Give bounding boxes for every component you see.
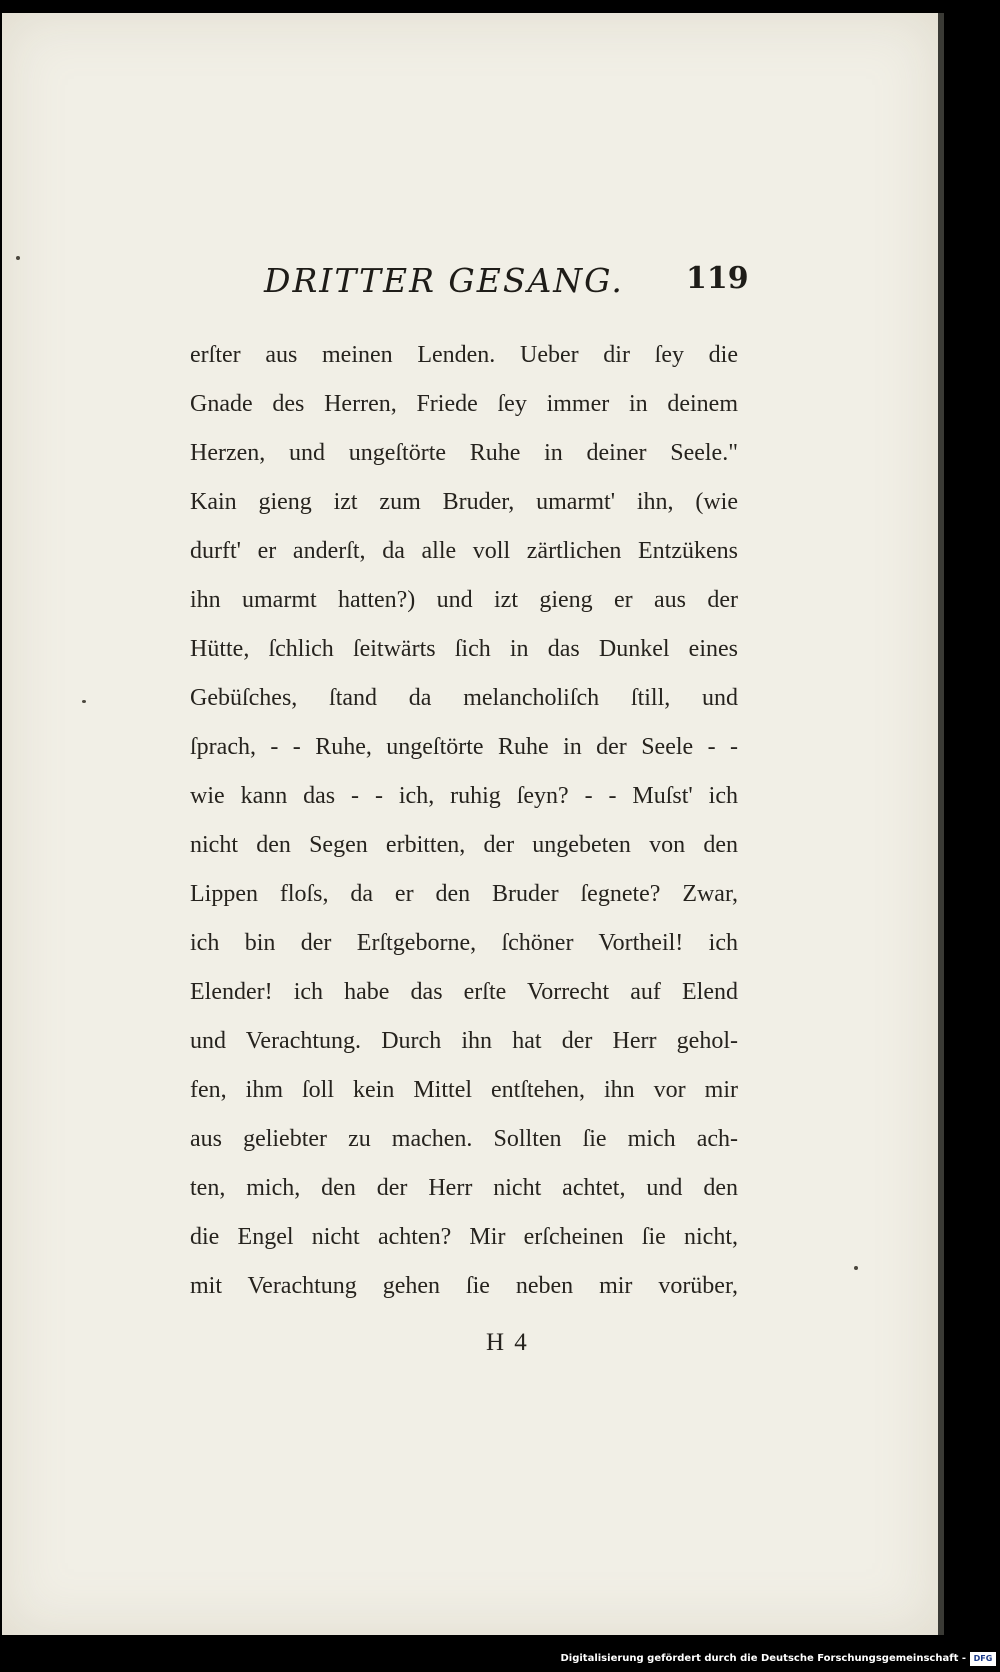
text-line: nicht den Segen erbitten, der ungebeten von den	[190, 832, 738, 858]
text-line: Hütte, ſchlich ſeitwärts ſich in das Dunkel eines	[190, 636, 738, 662]
text-line: fen, ihm ſoll kein Mittel entſtehen, ihn vor mir	[190, 1077, 738, 1103]
page-edge	[938, 13, 944, 1635]
text-line: Gnade des Herren, Friede ſey immer in deinem	[190, 391, 738, 417]
text-line: erſter aus meinen Lenden. Ueber dir ſey die	[190, 342, 738, 368]
text-line: durft' er anderſt, da alle voll zärtlichen Entzükens	[190, 538, 738, 564]
funding-credit: Digitalisierung gefördert durch die Deutsche Forschungsgemeinschaft -	[560, 1653, 966, 1664]
dfg-logo: DFG	[970, 1652, 996, 1666]
book-page	[2, 13, 938, 1635]
running-title: DRITTER GESANG.	[264, 261, 624, 300]
text-line: mit Verachtung gehen ſie neben mir vorüber,	[190, 1273, 738, 1299]
text-line: ich bin der Erſtgeborne, ſchöner Vortheil! ich	[190, 930, 738, 956]
text-line: ten, mich, den der Herr nicht achtet, und den	[190, 1175, 738, 1201]
text-line: die Engel nicht achten? Mir erſcheinen ſie nicht,	[190, 1224, 738, 1250]
text-line: aus geliebter zu machen. Sollten ſie mich ach-	[190, 1126, 738, 1152]
footer-bar	[0, 1648, 1000, 1672]
page-number: 119	[686, 261, 749, 296]
paper-speck	[854, 1266, 858, 1270]
text-line: Gebüſches, ſtand da melancholiſch ſtill, und	[190, 685, 738, 711]
paper-speck	[16, 256, 20, 260]
text-line: ihn umarmt hatten?) und izt gieng er aus der	[190, 587, 738, 613]
text-line: ſprach, - - Ruhe, ungeſtörte Ruhe in der Seele - -	[190, 734, 738, 760]
paper-speck	[82, 700, 86, 703]
text-line: Kain gieng izt zum Bruder, umarmt' ihn, (wie	[190, 489, 738, 515]
text-line: Herzen, und ungeſtörte Ruhe in deiner Seele."	[190, 440, 738, 466]
text-line: Elender! ich habe das erſte Vorrecht auf Elend	[190, 979, 738, 1005]
signature-mark: H 4	[486, 1329, 529, 1356]
body-text	[190, 331, 738, 1311]
page-header	[2, 261, 938, 311]
text-line: Lippen floſs, da er den Bruder ſegnete? Zwar,	[190, 881, 738, 907]
text-line: und Verachtung. Durch ihn hat der Herr gehol-	[190, 1028, 738, 1054]
text-line: wie kann das - - ich, ruhig ſeyn? - - Muſst' ich	[190, 783, 738, 809]
